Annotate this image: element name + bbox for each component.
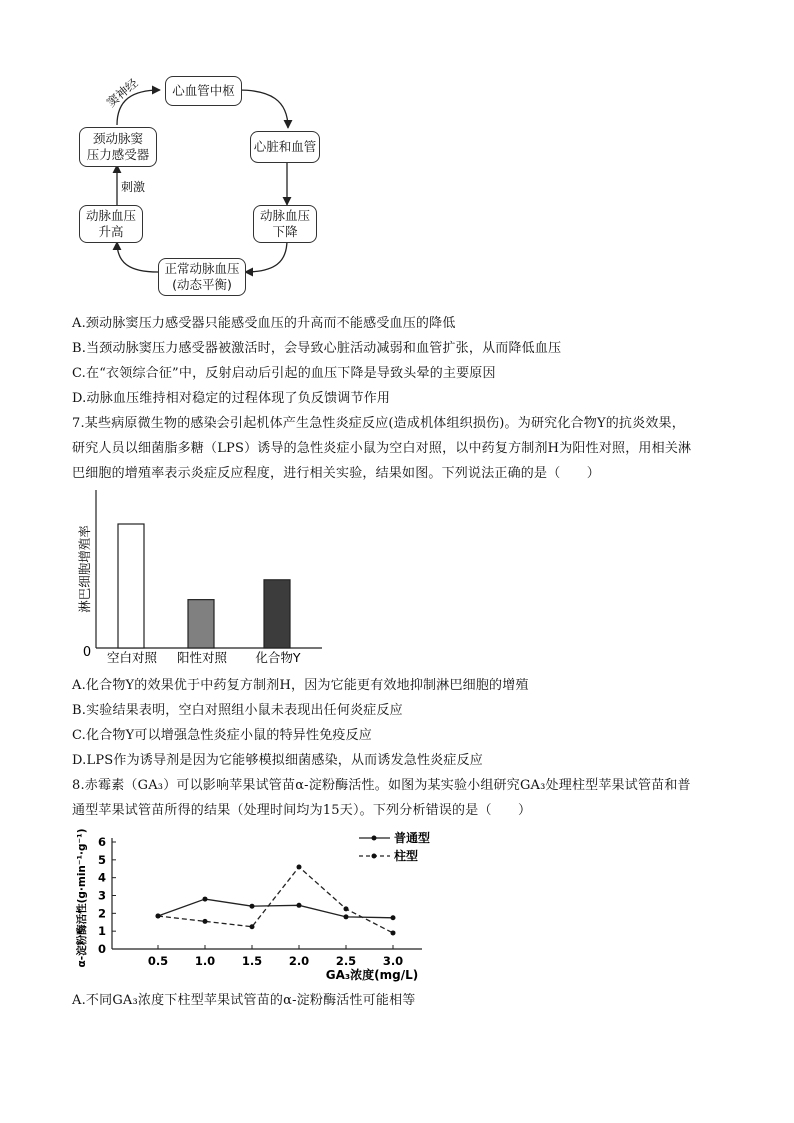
y-tick-label: 1 xyxy=(97,924,106,939)
series-1-point xyxy=(297,903,302,908)
q7-bar-chart xyxy=(72,486,332,671)
q8-stem-line2: 通型苹果试管苗所得的结果（处理时间均为15天）。下列分析错误的是（ ） xyxy=(72,803,532,818)
q6-option-c: C.在“衣领综合征”中，反射启动后引起的血压下降是导致头晕的主要原因 xyxy=(72,366,496,381)
x-tick-label: 2.0 xyxy=(288,954,310,968)
node-baroreceptor xyxy=(79,127,157,167)
node-heart-vessels xyxy=(250,131,320,163)
x-tick-label: 0.5 xyxy=(147,954,169,968)
arrow-center-to-heart xyxy=(238,90,288,128)
node-bp-rise-line2: 升高 xyxy=(98,224,124,239)
q7-option-c: C.化合物Y可以增强急性炎症小鼠的特异性免疫反应 xyxy=(72,728,372,743)
q6-option-b: B.当颈动脉窦压力感受器被激活时，会导致心脏活动减弱和血管扩张，从而降低血压 xyxy=(72,341,562,356)
q6-option-a: A.颈动脉窦压力感受器只能感受血压的升高而不能感受血压的降低 xyxy=(72,316,456,331)
q8-stem-line1: 8.赤霉素（GA₃）可以影响苹果试管苗α-淀粉酶活性。如图为某实验小组研究GA₃处理柱型苹果试管苗和普 xyxy=(72,778,691,793)
node-bp-drop-line2: 下降 xyxy=(272,224,298,239)
bar-2 xyxy=(188,600,214,648)
node-baroreceptor-line2: 压力感受器 xyxy=(86,147,150,162)
node-bp-normal-line2: (动态平衡) xyxy=(172,277,232,292)
y-tick-label: 0 xyxy=(97,942,106,956)
label-stimulus: 刺激 xyxy=(121,180,146,194)
q7-stem-line2: 研究人员以细菌脂多糖（LPS）诱导的急性炎症小鼠为空白对照，以中药复方制剂H为阳性对照，用相关淋 xyxy=(72,441,692,456)
bar-y-axis-label: 淋巴细胞增殖率 xyxy=(77,525,92,613)
series-1-point xyxy=(203,897,208,902)
series-2-point xyxy=(344,906,349,911)
node-bp-rise xyxy=(79,205,143,243)
node-bp-rise-line1: 动脉血压 xyxy=(85,208,136,223)
bar-marks xyxy=(107,524,301,665)
x-tick-label: 2.5 xyxy=(335,954,357,968)
series-2-point xyxy=(250,924,255,929)
bar-category-label: 空白对照 xyxy=(106,650,158,665)
series-2-point xyxy=(297,864,302,869)
series-line-1 xyxy=(158,899,393,918)
node-cv-center-text: 心血管中枢 xyxy=(172,83,235,98)
node-bp-drop-line1: 动脉血压 xyxy=(259,208,310,223)
series-2-point xyxy=(391,930,396,935)
q6-option-d: D.动脉血压维持相对稳定的过程体现了负反馈调节作用 xyxy=(72,391,391,406)
series-1-point xyxy=(391,915,396,920)
node-bp-drop xyxy=(253,205,317,243)
y-tick-label: 5 xyxy=(97,852,106,867)
node-baroreceptor-line1: 颈动脉窦 xyxy=(92,131,143,146)
legend-marker-2 xyxy=(372,854,377,859)
line-legend xyxy=(359,830,430,863)
series-2-point xyxy=(203,919,208,924)
legend-marker-1 xyxy=(372,836,377,841)
arrow-normal-to-rise xyxy=(117,242,158,272)
x-tick-label: 1.0 xyxy=(194,954,216,968)
node-bp-normal xyxy=(158,258,246,296)
series-1-point xyxy=(344,914,349,919)
y-tick-label: 3 xyxy=(97,888,106,903)
y-tick-label: 6 xyxy=(97,835,106,849)
bar-1 xyxy=(118,524,144,648)
series-1-point xyxy=(250,904,255,909)
legend-label-2: 柱型 xyxy=(394,849,419,863)
q7-option-a: A.化合物Y的效果优于中药复方制剂H，因为它能更有效地抑制淋巴细胞的增殖 xyxy=(72,678,529,693)
arrow-drop-to-normal xyxy=(245,240,287,272)
q8-line-chart xyxy=(72,826,452,986)
q7-option-b: B.实验结果表明，空白对照组小鼠未表现出任何炎症反应 xyxy=(72,703,403,718)
node-cv-center xyxy=(165,76,242,106)
y-tick-label: 4 xyxy=(97,870,106,885)
node-heart-vessels-text: 心脏和血管 xyxy=(253,139,317,154)
q7-stem-line1: 7.某些病原微生物的感染会引起机体产生急性炎症反应(造成机体组织损伤)。为研究化合物Y的抗炎效果， xyxy=(72,416,685,431)
bar-3 xyxy=(264,580,290,648)
node-bp-normal-line1: 正常动脉血压 xyxy=(164,261,240,276)
q7-stem-line3: 巴细胞的增殖率表示炎症反应程度，进行相关实验，结果如图。下列说法正确的是（ ） xyxy=(72,466,601,481)
legend-label-1: 普通型 xyxy=(394,831,431,845)
x-tick-label: 3.0 xyxy=(382,954,404,968)
series-line-2 xyxy=(158,867,393,933)
line-x-axis-label: GA₃浓度(mg/L) xyxy=(325,968,419,982)
x-tick-label: 1.5 xyxy=(241,954,263,968)
line-y-axis-label: α-淀粉酶活性(g·min⁻¹·g⁻¹) xyxy=(76,828,88,968)
bar-category-label: 化合物Y xyxy=(255,650,301,665)
q7-option-d: D.LPS作为诱导剂是因为它能够模拟细菌感染，从而诱发急性炎症反应 xyxy=(72,753,483,768)
line-marks xyxy=(156,864,396,935)
bar-category-label: 阳性对照 xyxy=(176,650,228,665)
y-tick-label: 2 xyxy=(97,906,106,921)
label-sinus-nerve: 窦神经 xyxy=(104,75,141,110)
series-2-point xyxy=(156,914,161,919)
bar-origin-label: 0 xyxy=(82,645,92,660)
q8-option-a: A.不同GA₃浓度下柱型苹果试管苗的α-淀粉酶活性可能相等 xyxy=(72,993,416,1008)
